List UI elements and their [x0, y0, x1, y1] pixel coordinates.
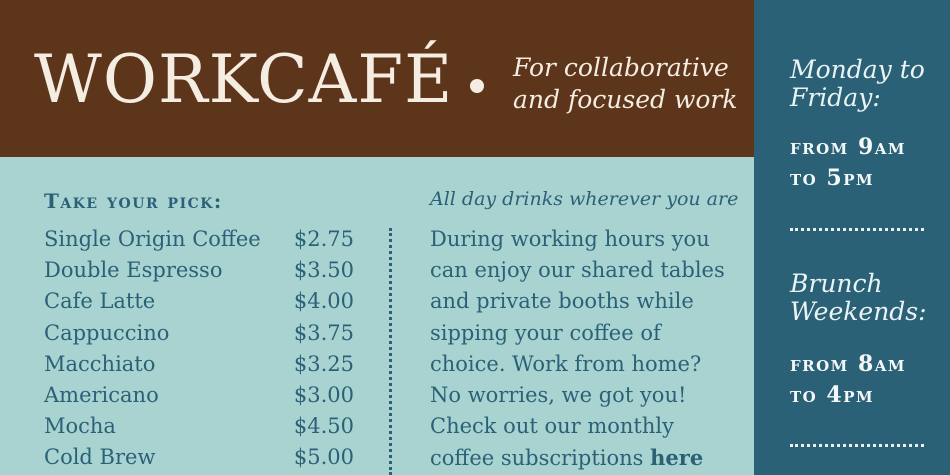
menu-item-price: $4.00	[293, 289, 354, 314]
menu-item	[44, 411, 354, 442]
menu-item	[44, 318, 354, 349]
description-line: No worries, we got you!	[430, 383, 687, 408]
menu-item-name: Single Origin Coffee	[44, 227, 261, 251]
menu-item-price: $4.50	[293, 414, 354, 439]
bullet-dot	[470, 79, 484, 93]
description-line	[430, 442, 730, 474]
brand-logo: WORKCAFÉ	[34, 41, 454, 118]
tagline-line: and focused work	[513, 85, 738, 114]
menu-item	[44, 224, 354, 255]
description-line: sipping your coffee of	[430, 320, 661, 345]
weekday-hours-line: to 5pm	[790, 165, 875, 191]
menu-item	[44, 255, 354, 286]
description-line: Check out our monthly	[430, 414, 674, 439]
description-body	[430, 224, 730, 475]
description-text: coffee subscriptions	[430, 446, 651, 471]
subscriptions-link[interactable]: here	[650, 445, 704, 471]
weekend-heading	[790, 270, 927, 326]
header-banner	[0, 0, 754, 157]
column-divider	[389, 228, 392, 475]
description-line: choice. Work from home?	[430, 351, 702, 376]
tagline-line: For collaborative	[513, 53, 729, 82]
sidebar-divider	[790, 444, 924, 447]
menu-item-name: Americano	[44, 382, 159, 407]
weekend-hours	[790, 349, 906, 411]
menu-item-price: $3.50	[293, 258, 354, 283]
description-title: All day drinks wherever you are	[430, 188, 739, 210]
weekend-hours-line: from 8am	[790, 351, 906, 377]
menu-list	[44, 224, 354, 474]
menu-title: Take your pick:	[44, 189, 223, 213]
menu-item-price: $3.25	[293, 351, 354, 376]
hours-sidebar	[754, 0, 950, 475]
weekend-heading-line: Weekends:	[790, 297, 927, 326]
menu-item-name: Cold Brew	[44, 445, 156, 470]
menu-item-name: Cappuccino	[44, 320, 170, 345]
menu-item-price: $5.00	[293, 445, 354, 470]
menu-item-name: Macchiato	[44, 351, 156, 376]
menu-item-price: $3.75	[293, 320, 354, 345]
weekend-hours-line: to 4pm	[790, 382, 875, 408]
description-line: can enjoy our shared tables	[430, 258, 725, 283]
menu-item-name: Cafe Latte	[44, 289, 156, 314]
weekday-hours	[790, 132, 906, 194]
menu-item	[44, 442, 354, 473]
weekday-heading-line: Monday to	[790, 55, 925, 84]
menu-item	[44, 349, 354, 380]
weekend-heading-line: Brunch	[790, 269, 883, 298]
menu-item-price: $3.00	[293, 382, 354, 407]
menu-item	[44, 380, 354, 411]
menu-item-price: $2.75	[293, 227, 354, 251]
description-line: and private booths while	[430, 289, 694, 314]
sidebar-divider	[790, 228, 924, 231]
weekday-heading-line: Friday:	[790, 83, 881, 112]
menu-item-name: Double Espresso	[44, 258, 223, 283]
description-line: During working hours you	[430, 227, 710, 251]
weekday-hours-line: from 9am	[790, 134, 906, 160]
menu-item	[44, 286, 354, 317]
weekday-heading	[790, 56, 925, 112]
tagline	[513, 52, 753, 116]
menu-item-name: Mocha	[44, 414, 116, 439]
